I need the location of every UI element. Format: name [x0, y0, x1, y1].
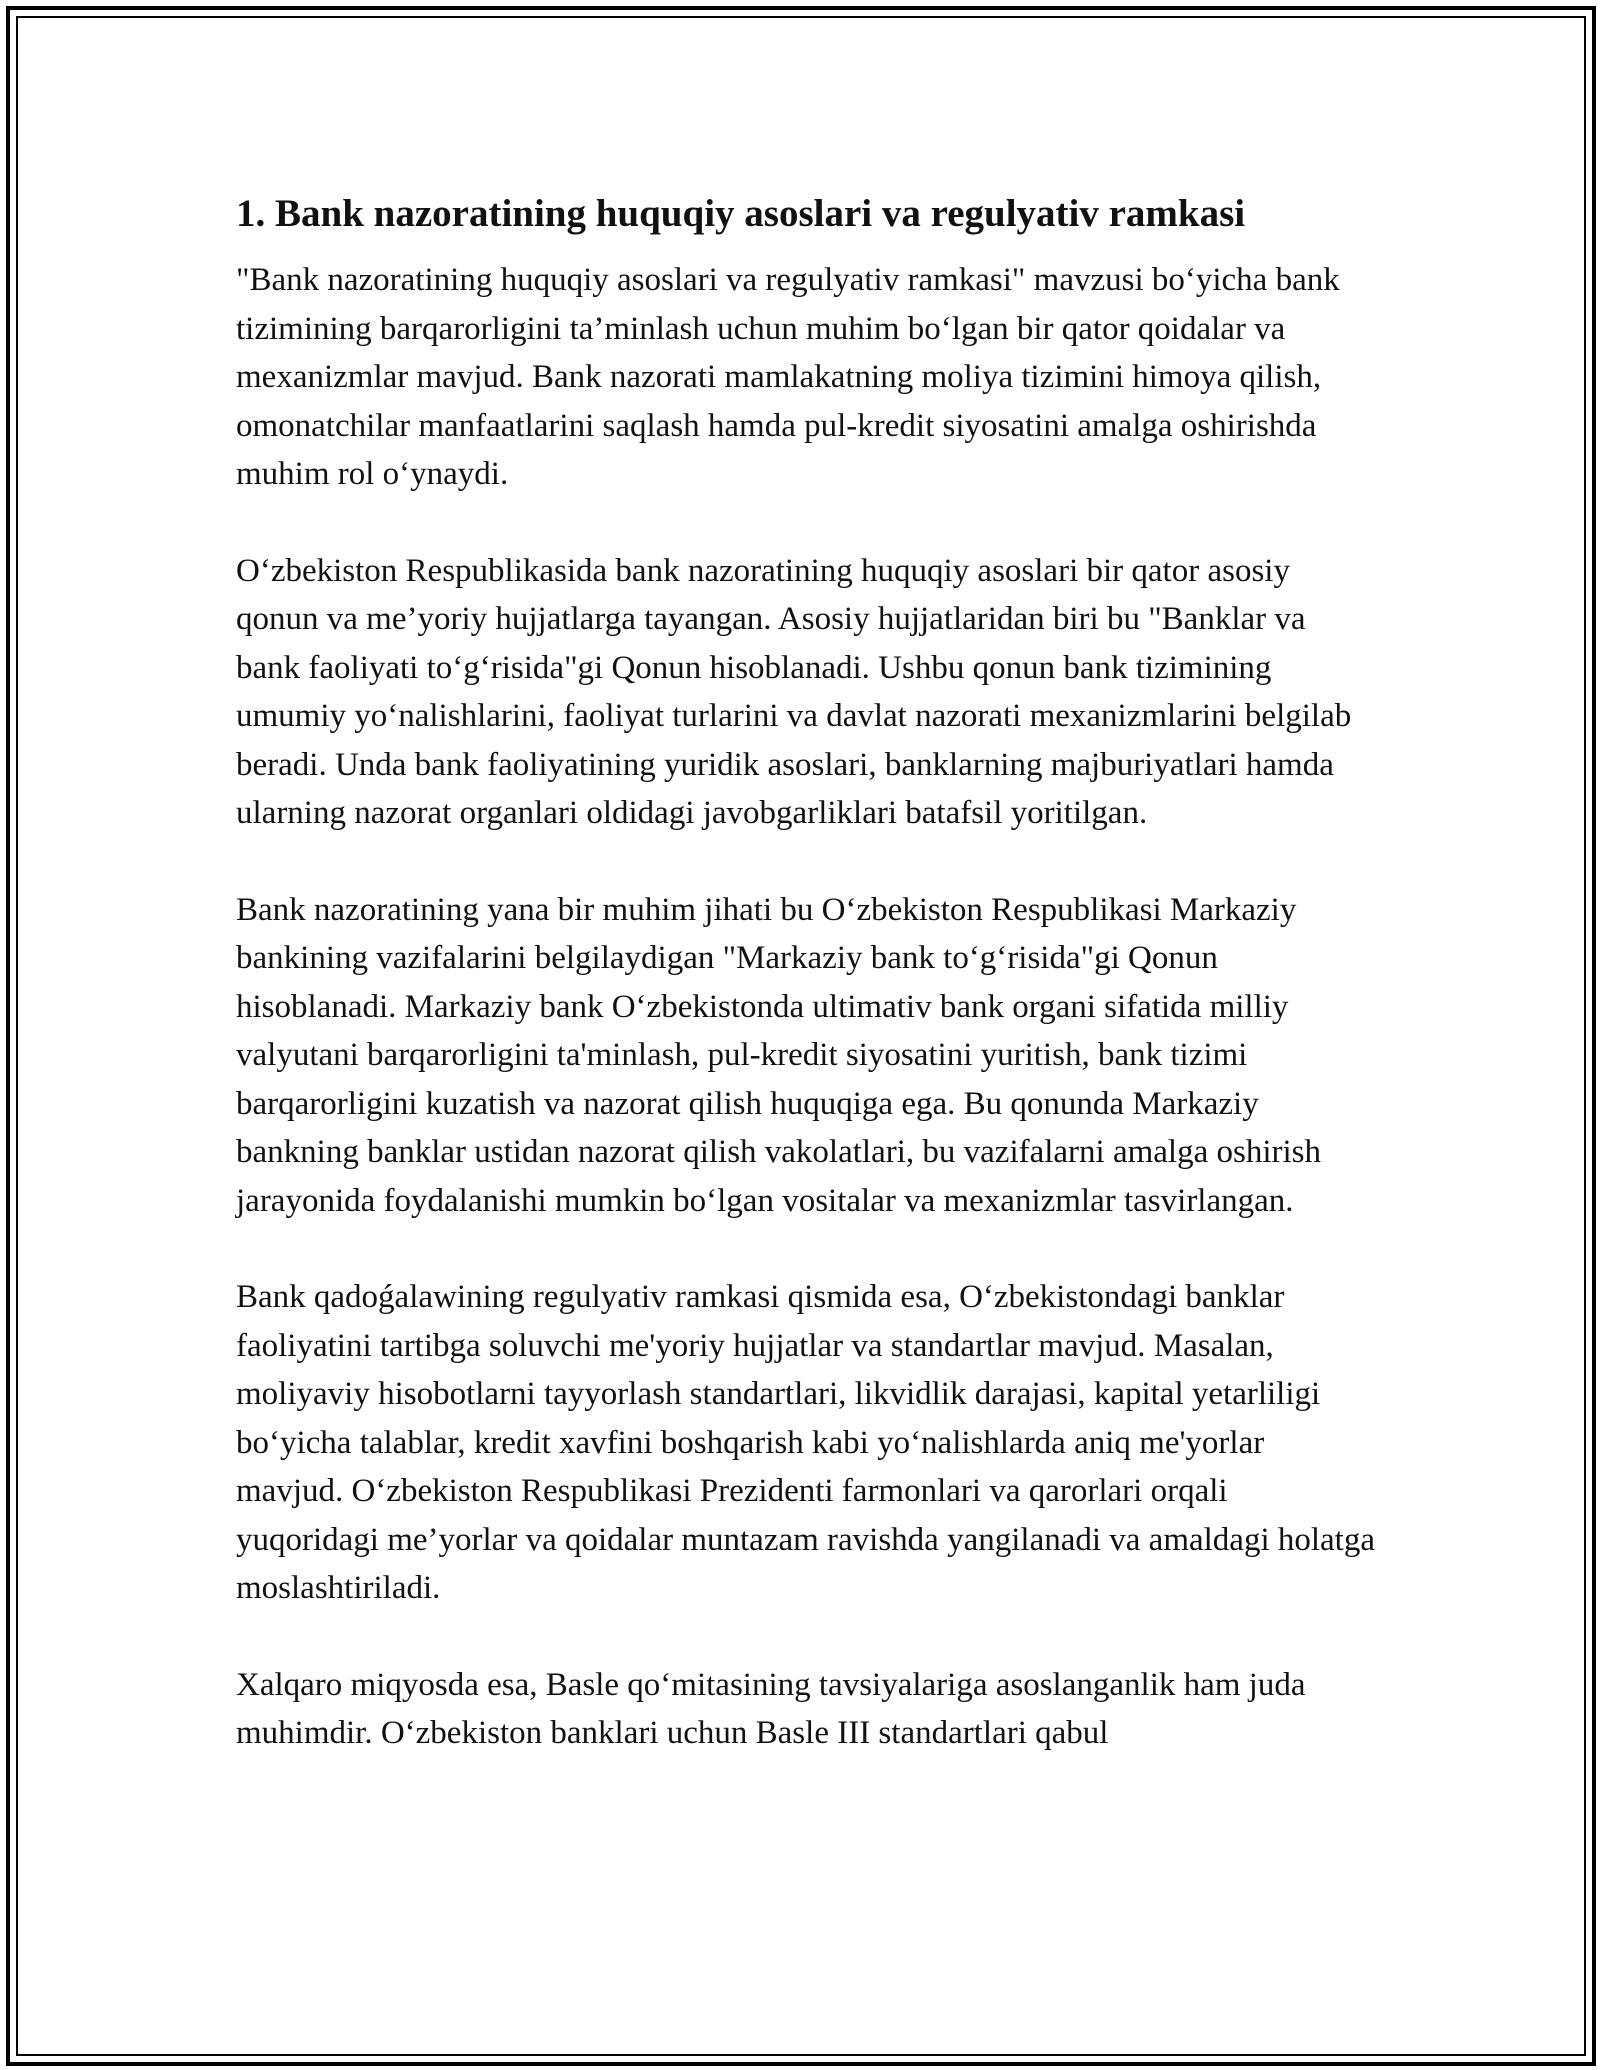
section-heading: 1. Bank nazoratining huquqiy asoslari va regulyativ ramkasi [236, 192, 1246, 235]
paragraph-1: "Bank nazoratining huquqiy asoslari va regulyativ ramkasi" mavzusi bo‘yicha bank tizimining barqarorligini ta’minlash uchun muhim bo‘lgan bir qator qoidalar va mexanizmlar mavjud. Bank nazorati mamlakatning moliya tizimini himoya qilish, omonatchilar manfaatlarini saqlash hamda pul-kredit siyosatini amalga oshirishda muhim rol o‘ynaydi. [236, 262, 1340, 492]
document-body [236, 186, 1376, 1758]
paragraph-2: O‘zbekiston Respublikasida bank nazoratining huquqiy asoslari bir qator asosiy qonun va me’yoriy hujjatlarga tayangan. Asosiy hujjatlaridan biri bu "Banklar va bank faoliyati to‘g‘risida"gi Qonun hisoblanadi. Ushbu qonun bank tizimining umumiy yo‘nalishlarini, faoliyat turlarini va davlat nazorati mexanizmlarini belgilab beradi. Unda bank faoliyatining yuridik asoslari, banklarning majburiyatlari hamda ularning nazorat organlari oldidagi javobgarliklari batafsil yoritilgan. [236, 552, 1352, 831]
paragraph-4: Bank qadoǵalawining regulyativ ramkasi qismida esa, O‘zbekistondagi banklar faoliyatini tartibga soluvchi me'yoriy hujjatlar va standartlar mavjud. Masalan, moliyaviy hisobotlarni tayyorlash standartlari, likvidlik darajasi, kapital yetarliligi bo‘yicha talablar, kredit xavfini boshqarish kabi yo‘nalishlarda aniq me'yorlar mavjud. O‘zbekiston Respublikasi Prezidenti farmonlari va qarorlari orqali yuqoridagi me’yorlar va qoidalar muntazam ravishda yangilanadi va amaldagi holatga moslashtiriladi. [236, 1279, 1375, 1606]
paragraph-3: Bank nazoratining yana bir muhim jihati bu O‘zbekiston Respublikasi Markaziy bankining vazifalarini belgilaydigan "Markaziy bank to‘g‘risida"gi Qonun hisoblanadi. Markaziy bank O‘zbekistonda ultimativ bank organi sifatida milliy valyutani barqarorligini ta'minlash, pul-kredit siyosatini yuritish, bank tizimi barqarorligini kuzatish va nazorat qilish huquqiga ega. Bu qonunda Markaziy bankning banklar ustidan nazorat qilish vakolatlari, bu vazifalarni amalga oshirish jarayonida foydalanishi mumkin bo‘lgan vositalar va mexanizmlar tasvirlangan. [236, 891, 1322, 1219]
paragraph-5: Xalqaro miqyosda esa, Basle qo‘mitasining tavsiyalariga asoslanganlik ham juda muhimdir. O‘zbekiston banklari uchun Basle III standartlari qabul [236, 1666, 1306, 1751]
